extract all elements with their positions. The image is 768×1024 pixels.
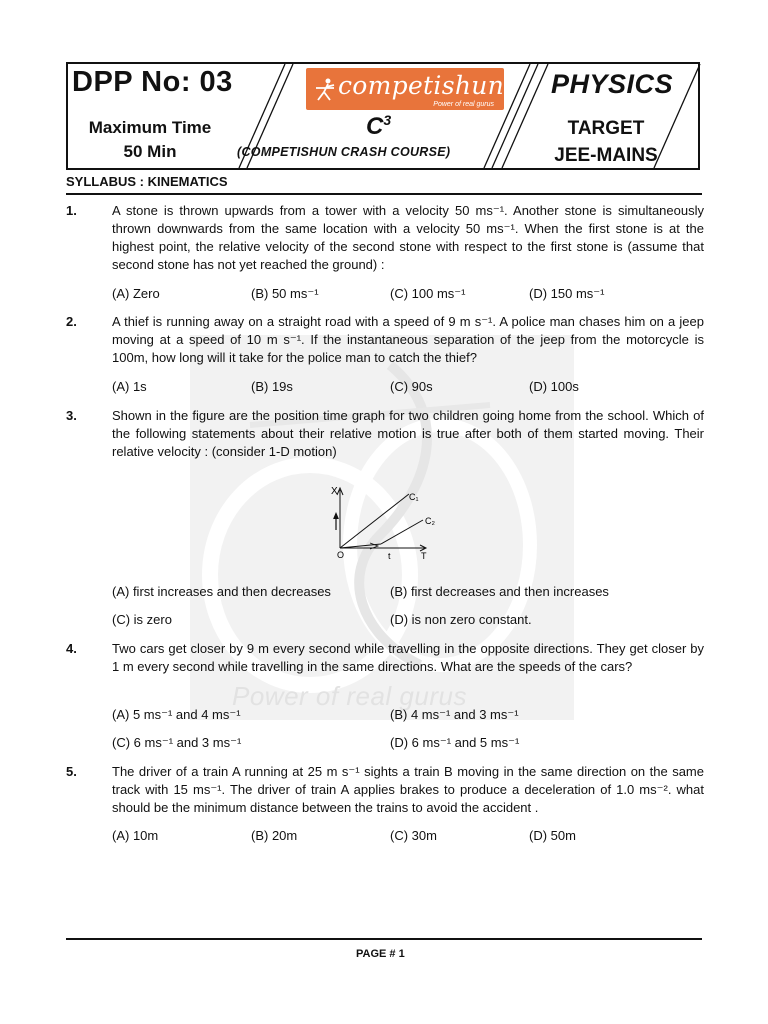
question-4-option-c: (C) 6 ms⁻¹ and 3 ms⁻¹ — [112, 735, 242, 750]
question-1-option-b: (B) 50 ms⁻¹ — [251, 286, 319, 301]
question-5-option-a: (A) 10m — [112, 828, 159, 843]
question-3-number: 3. — [66, 408, 77, 423]
question-1-option-a: (A) Zero — [112, 286, 160, 301]
graph-c1-label: C₁ — [409, 492, 419, 502]
question-4-text: Two cars get closer by 9 m every second while travelling in the opposite directions. They get closer by 1 m every second while travelling in the same directions. What are the speeds of the cars? — [112, 641, 704, 674]
c3-mark — [366, 112, 391, 141]
question-4-option-a: (A) 5 ms⁻¹ and 4 ms⁻¹ — [112, 707, 241, 722]
question-5-option-d: (D) 50m — [529, 828, 576, 843]
divider-footer — [66, 938, 702, 940]
graph-c2-label: C₂ — [425, 516, 435, 526]
position-time-graph — [325, 482, 445, 564]
competishun-logo — [306, 68, 504, 110]
question-1-text: A stone is thrown upwards from a tower with a velocity 50 ms⁻¹. Another stone is simultaneously thrown downwards from the same location with a velocity 50 ms⁻¹. When the first stone is at the highest point, the relative velocity of the second stone with respect to the first stone is (assume that second stone has not yet reached the ground) : — [112, 203, 704, 272]
syllabus-heading: SYLLABUS : KINEMATICS — [66, 174, 228, 189]
question-5-option-c: (C) 30m — [390, 828, 437, 843]
max-time-value: 50 Min — [123, 142, 177, 161]
question-5-text: The driver of a train A running at 25 m s⁻¹ sights a train B moving in the same direction on the same track with 15 ms⁻¹. The driver of train A applies brakes to produce a deceleration of 1.0 ms⁻². what should be the minimum distance between the trains to avoid the accident . — [112, 764, 704, 815]
graph-t-label: t — [388, 551, 391, 561]
question-3-option-b: (B) first decreases and then increases — [390, 584, 609, 599]
graph-x-label: T — [421, 551, 427, 561]
question-2-option-c: (C) 90s — [390, 379, 433, 394]
graph-y-label: X — [331, 486, 338, 497]
question-3-text: Shown in the figure are the position time graph for two children going home from the school. Which of the following statements about their relative motion is true after both of them started moving. Their relative velocity : (consider 1-D motion) — [112, 408, 704, 459]
question-2-text: A thief is running away on a straight road with a speed of 9 m s⁻¹. A police man chases him on a jeep moving at a speed of 10 m s⁻¹. If the instantaneous separation of the jeep from the motorcycle is 100m, how long will it take for the police man to catch the thief? — [112, 314, 704, 365]
graph-line-c1 — [340, 494, 409, 548]
question-1-option-d: (D) 150 ms⁻¹ — [529, 286, 605, 301]
page-number: PAGE # 1 — [356, 948, 405, 960]
question-4-option-d: (D) 6 ms⁻¹ and 5 ms⁻¹ — [390, 735, 520, 750]
question-3-option-d: (D) is non zero constant. — [390, 612, 532, 627]
question-5-option-b: (B) 20m — [251, 828, 298, 843]
question-3-option-c: (C) is zero — [112, 612, 172, 627]
c3-letter: C — [366, 113, 384, 140]
logo-tagline: Power of real gurus — [433, 101, 494, 108]
crash-course-label: (COMPETISHUN CRASH COURSE) — [237, 145, 451, 159]
question-1-number: 1. — [66, 203, 77, 218]
question-5-number: 5. — [66, 764, 77, 779]
graph-line-c2 — [381, 520, 423, 544]
question-4-option-b: (B) 4 ms⁻¹ and 3 ms⁻¹ — [390, 707, 519, 722]
question-2-option-a: (A) 1s — [112, 379, 147, 394]
c3-superscript: 3 — [383, 112, 392, 128]
graph-origin-label: O — [337, 550, 345, 560]
logo-text: competishun — [338, 71, 505, 100]
max-time-label: Maximum Time — [88, 118, 212, 137]
max-time — [80, 116, 220, 164]
watermark-text: Power of real gurus — [232, 681, 467, 711]
question-2-option-d: (D) 100s — [529, 379, 579, 394]
question-2-option-b: (B) 19s — [251, 379, 293, 394]
target-label: TARGET — [567, 118, 645, 139]
question-4-number: 4. — [66, 641, 77, 656]
divider-top — [66, 193, 702, 195]
dpp-number: DPP No: 03 — [72, 66, 233, 98]
target — [540, 115, 672, 169]
question-1-option-c: (C) 100 ms⁻¹ — [390, 286, 466, 301]
subject-title: PHYSICS — [551, 69, 674, 99]
archer-logo-icon — [314, 78, 336, 102]
question-2-number: 2. — [66, 314, 77, 329]
question-3-option-a: (A) first increases and then decreases — [112, 584, 331, 599]
target-value: JEE-MAINS — [554, 145, 658, 166]
